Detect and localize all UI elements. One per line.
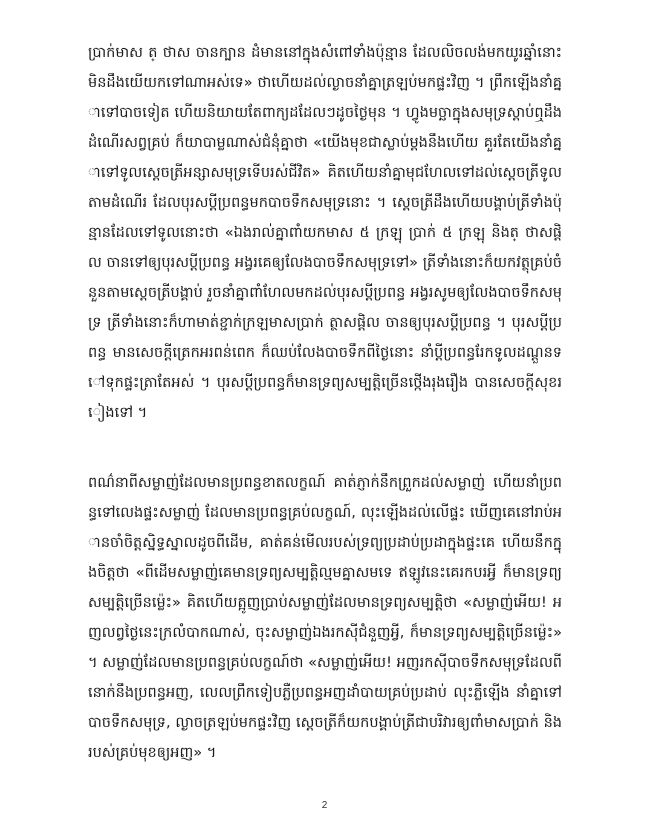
- paragraph-2: ពណ៌នាពីសម្លាញ់ដែលមានប្រពន្ធខាតលក្ខណ៍ គាត់ភ្ញាក់នឹកព្រួកដល់សម្លាញ់ ហើយនាំប្រពន្ធទៅលេងផ្ទះសម្លាញ់ ដែលមានប្រពន្ធគ្រប់លក្ខណ៍, លុះឡើងដល់លើផ្ទះ ឃើញគេនៅរាប់អានចាំចិត្តស្និទ្ធស្នាលដូចពីដើម, គាត់គន់មើលរបស់ទ្រព្យប្រដាប់ប្រដាក្នុងផ្ទះគេ ហើយនឹកក្នុងចិត្តថា «ពីដើមសម្លាញ់គេមានទ្រព្យសម្បត្តិល្មមគ្នាសមទេ ឥឡូវនេះគេរកបរអ្វី ក៏មានទ្រព្យសម្បត្តិច្រើនម៉្លេះ» គិតហើយត្អូញប្រាប់សម្លាញ់ដែលមានទ្រព្យសម្បត្តិថា «សម្លាញ់អើយ! អញលព្វថ្ងៃនេះក្រលំបាកណាស់, ចុះសម្លាញ់ឯងរកស៊ីជំនួញអ្វី, ក៏មានទ្រព្យសម្បត្តិច្រើនម៉្លេះ» ។ សម្លាញ់ដែលមានប្រពន្ធគ្រប់លក្ខណ៍ថា «សម្លាញ់អើយ! អញរកស៊ីបាចទឹកសមុទ្រដែលពីនោក់នឹងប្រពន្ធអញ, លេលព្រឹកទៀបភ្លឺប្រពន្ធអញដាំបាយគ្រប់ប្រដាប់ លុះភ្លឺឡើង នាំគ្នាទៅបាចទឹកសមុទ្រ, ល្ងាចត្រឡប់មកផ្ទះវិញ ស្តេចត្រីក៏យកបង្គាប់ត្រីជាបរិវារឲ្យពាំមាសប្រាក់ និងរបស់គ្រប់មុខឲ្យអញ» ។: [88, 475, 562, 761]
- paragraph-1: ប្រាក់មាស ត្ ថាស ចានក្បាន ដំមាននៅក្នុងសំពៅទាំងប៉ុន្មាន ដែលលិចលង់មកយូរឆ្នាំនោះ មិនដឹងយើយកទៅណាអស់ទេ» ថាហើយដល់ល្ងាចនាំគ្នាត្រឡប់មកផ្ទះវិញ ។ ព្រឹកឡើងនាំគ្នាទៅបាចទៀត ហើយនិយាយតែពាក្យដដែលៗដូចថ្ងៃមុន ។ ហ្វូងមច្ឆាក្នុងសមុទ្រស្តាប់ឮដឹងដំណើរសព្វគ្រប់ ក៏យាបាម្លណាស់ជំនុំគ្នាថា «យើងមុខជាស្លាប់ម្តងនឹងហើយ គួរតែយើងនាំគ្នាទៅទូលស្តេចត្រីអន្សាសមុទ្រទើបរស់ជីវិត» គិតហើយនាំគ្នាមុជហែលទៅដល់ស្តេចត្រីទូលតាមដំណើរ ដែលបុរសប្តីប្រពន្ធមកបាចទឹកសមុទ្រនោះ ។ ស្តេចត្រីដឹងហើយបង្គាប់ត្រីទាំងប៉ុន្មានដែលទៅទូលនោះថា «ឯងរាល់គ្នាពាំយកមាស ៥ ក្រឡុ ប្រាក់ ៥ ក្រឡុ និងត្ ថាសផ្តិល ចានទៅឲ្យបុរសប្តីប្រពន្ធ អង្វរគេឲ្យលែងបាចទឹកសមុទ្រទៅ» ត្រីទាំងនោះក៏យកវត្ថុគ្រប់ចំនួនតាមស្តេចត្រីបង្គាប់ រួចនាំគ្នាពាំហែលមកដល់បុរសប្តីប្រពន្ធ អង្វរសូមឲ្យលែងបាចទឹកសមុទ្រ ត្រីទាំងនោះក៏ហាមាត់ខ្ជាក់ក្រឡមាសប្រាក់ ត្ថាសផ្តិល ចានឲ្យបុរសប្តីប្រពន្ធ ។ បុរសប្តីប្រពន្ធ មានសេចក្តីត្រេកអរពន់ពេក ក៏ឈប់លែងបាចទឹកពីថ្ងៃនោះ នាំប្តីប្រពន្ធរែកទូលដណ្តួនទៅទុកផ្ទះត្រាតែអស់ ។ បុរសប្តីប្រពន្ធក៏មានទ្រព្យសម្បត្តិច្រើនថ្កើងរុងរឿង បានសេចក្តីសុខរៀងទៅ ។: [88, 45, 562, 421]
- page-number: 2: [321, 800, 328, 811]
- document-body: [88, 38, 562, 768]
